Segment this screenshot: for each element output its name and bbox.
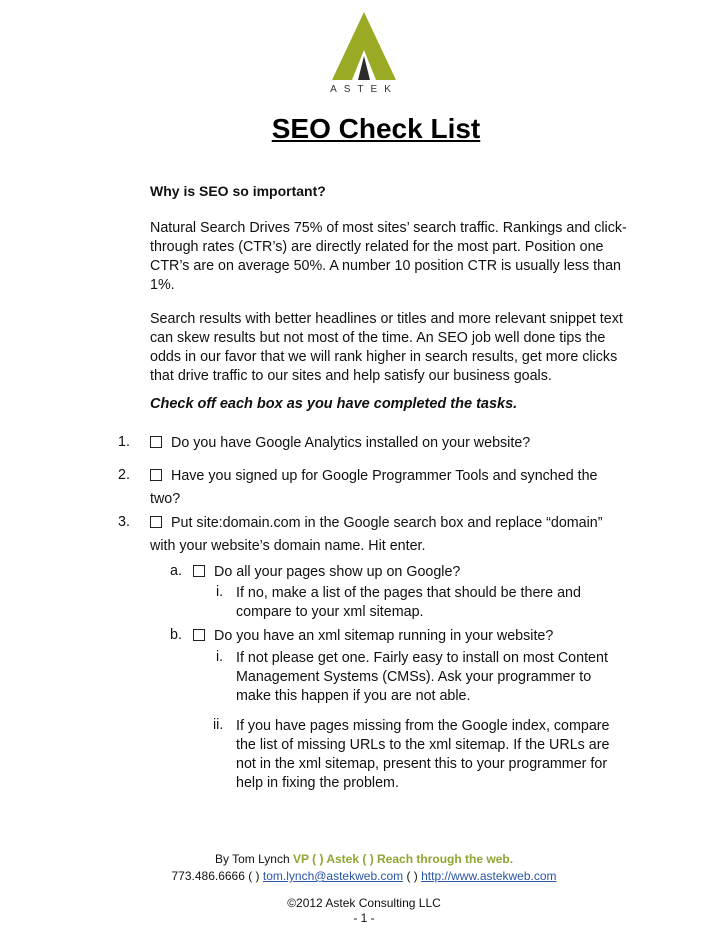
footer-website-link[interactable]: http://www.astekweb.com [421,869,557,883]
item-3-text: Put site:domain.com in the Google search box and replace “domain” [171,515,603,531]
note-a-i-number: i. [216,584,224,600]
subitem-b-text: Do you have an xml sitemap running in your website? [214,628,554,644]
checklist-subitem-a [193,563,460,582]
item-2-text-cont: two? [150,491,181,507]
footer-separator: ( ) [403,869,422,883]
page-number: - 1 - [353,911,375,925]
item-2-text: Have you signed up for Google Programmer Tools and synched the [171,468,598,484]
checkbox-item-1[interactable] [150,436,162,448]
item-3-number: 3. [118,514,130,530]
footer-author-line [0,852,728,866]
footer-phone: 773.486.6666 ( ) [171,869,263,883]
checklist-subitem-b [193,627,553,646]
footer-copyright: ©2012 Astek Consulting LLC [287,896,441,910]
subitem-a-number: a. [170,563,182,579]
intro-paragraph-1: Natural Search Drives 75% of most sites’ search traffic. Rankings and click-through rates (CTR’s) are directly related for the most part. Position one CTR’s are on average 50%. A number 10 position CTR is usually less than 1%. [150,220,627,293]
footer-email-link[interactable]: tom.lynch@astekweb.com [262,869,404,883]
instruction-text: Check off each box as you have completed the tasks. [150,396,518,412]
checkbox-item-3[interactable] [150,516,162,528]
footer-contact-line [0,869,728,883]
footer-author: By Tom Lynch [214,852,293,866]
checklist-item-1 [150,434,530,453]
item-1-number: 1. [118,434,130,450]
note-a-i-text: If no, make a list of the pages that should be there and compare to your xml sitemap. [236,585,581,620]
item-1-text: Do you have Google Analytics installed on your website? [171,435,531,451]
item-3-text-cont: with your website’s domain name. Hit enter. [150,538,426,554]
note-b-ii-text: If you have pages missing from the Google index, compare the list of missing URLs to the xml sitemap. If the URLs are not in the xml sitemap, present this to your programmer for help in fixing the problem. [236,718,610,791]
intro-paragraph-2: Search results with better headlines or titles and more relevant snippet text can skew results but not most of the time. An SEO job well done tips the odds in our favor that we will rank higher in search results, get more clicks that drive traffic to our sites and help satisfy our business goals. [150,311,623,384]
note-b-ii-number: ii. [213,717,224,733]
item-2-number: 2. [118,467,130,483]
checklist-item-2 [150,467,598,486]
checkbox-item-2[interactable] [150,469,162,481]
checklist-item-3 [150,514,603,533]
logo-wordmark: ASTEK [330,84,398,95]
note-b-i-number: i. [216,649,224,665]
subitem-a-text: Do all your pages show up on Google? [214,564,461,580]
note-b-i-text: If not please get one. Fairly easy to install on most Content Management Systems (CMSs). Ask your programmer to make this happen if you are not able. [236,650,608,704]
page-title: SEO Check List [271,113,481,144]
footer-tagline: VP ( ) Astek ( ) Reach through the web. [293,852,514,866]
checkbox-subitem-b[interactable] [193,629,205,641]
checkbox-subitem-a[interactable] [193,565,205,577]
intro-heading: Why is SEO so important? [150,183,326,199]
subitem-b-number: b. [170,627,182,643]
